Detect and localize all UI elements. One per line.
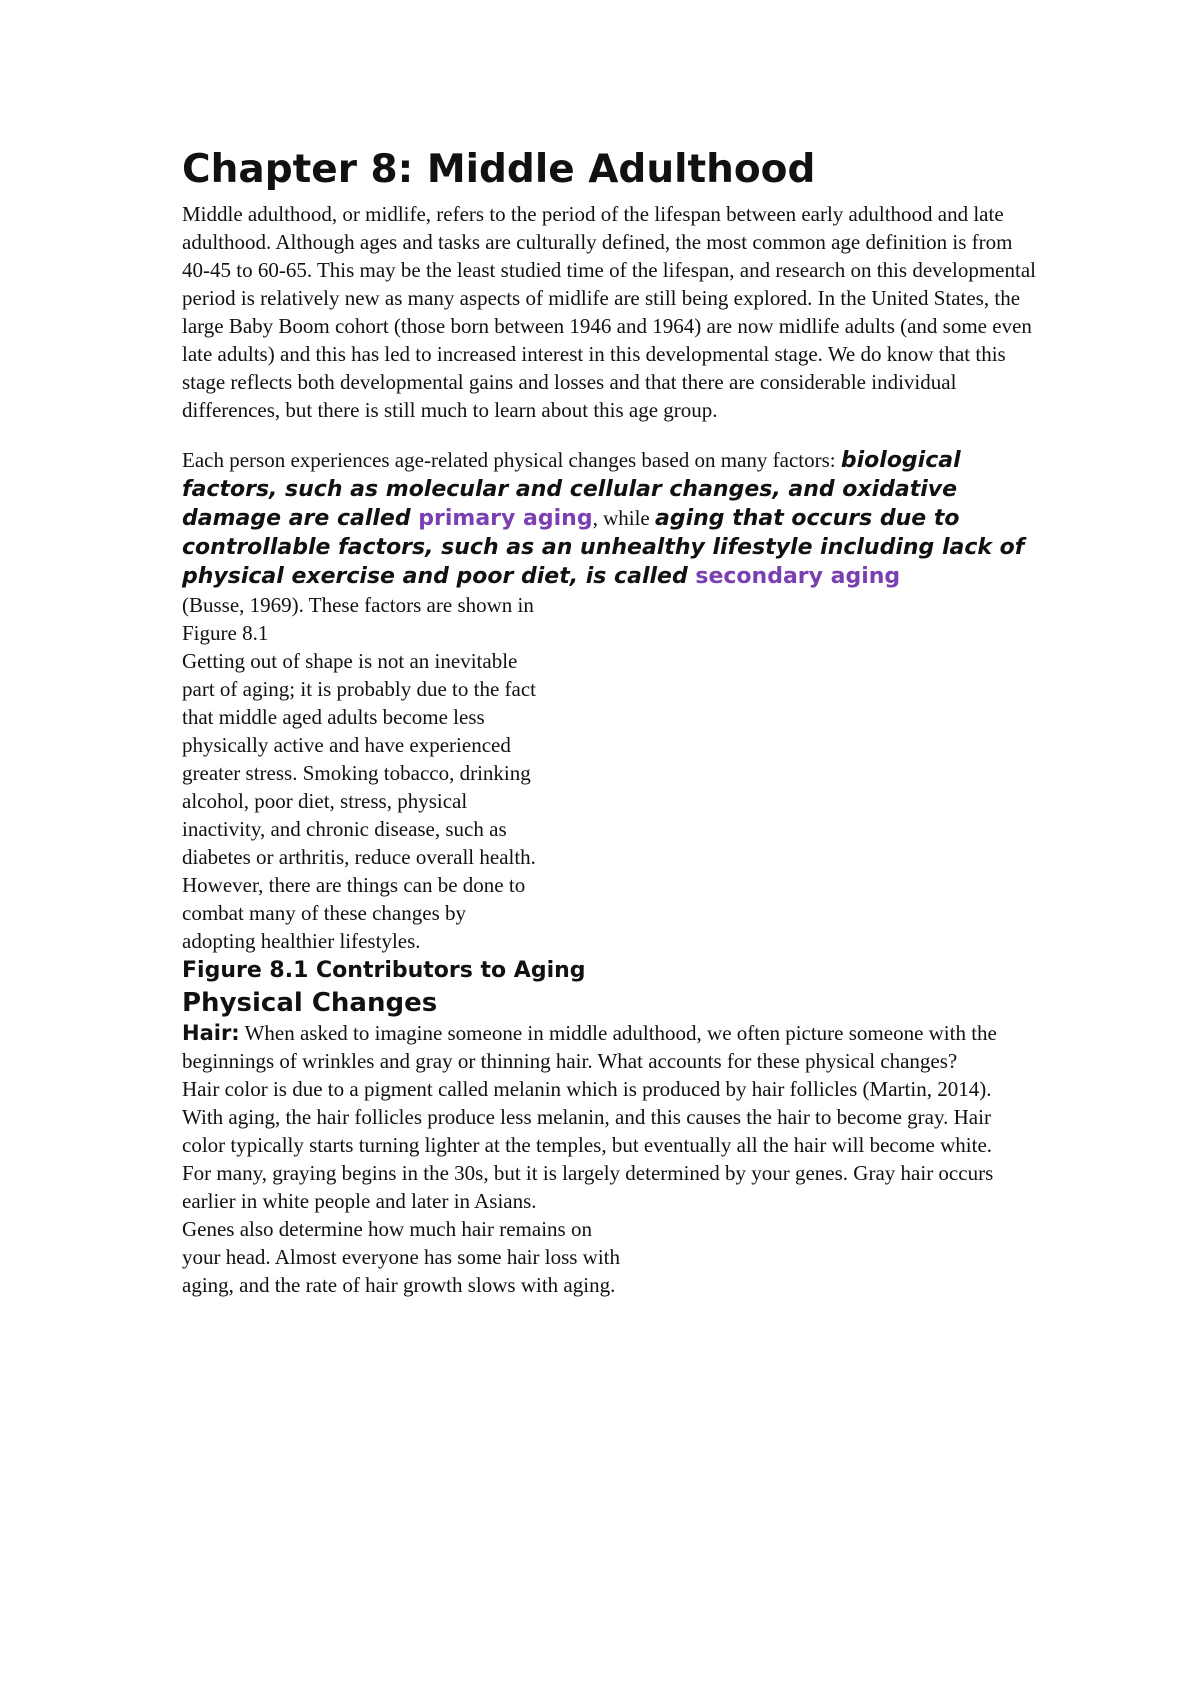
hair-line: For many, graying begins in the 30s, but it is largely determined by your genes. Gray hair occurs — [182, 1161, 994, 1185]
document-page — [182, 140, 1042, 1299]
hair-line: color typically starts turning lighter at the temples, but eventually all the hair will become white. — [182, 1133, 993, 1157]
aging-connector: , while — [592, 506, 655, 530]
hair-line: aging, and the rate of hair growth slows with aging. — [182, 1273, 616, 1297]
aging-paragraph — [182, 446, 1042, 591]
primary-aging-term: primary aging — [418, 506, 593, 531]
primary-aging-definition: biological factors, such as molecular and cellular changes, and oxidative damage are called — [182, 448, 961, 531]
hair-line: Genes also determine how much hair remains on — [182, 1217, 592, 1241]
hair-label: Hair: — [182, 1021, 240, 1045]
citation-text: (Busse, 1969). These factors are shown in Figure 8.1 — [182, 593, 534, 645]
intro-paragraph: Middle adulthood, or midlife, refers to the period of the lifespan between early adulthood and late adulthood. Although ages and tasks are culturally defined, the most common age definition is from 40-45 to 60-65. This may be the least studied time of the lifespan, and research on this developmental period is relatively new as many aspects of midlife are still being explored. In the United States, the large Baby Boom cohort (those born between 1946 and 1964) are now midlife adults (and some even late adults) and this has led to increased interest in this developmental stage. We do know that this stage reflects both developmental gains and losses and that there are considerable individual differences, but there is still much to learn about this age group. — [182, 202, 1036, 422]
hair-intro-text: When asked to imagine someone in middle adulthood, we often picture someone with the beginnings of wrinkles and gray or thinning hair. What accounts for these physical changes? — [182, 1021, 997, 1073]
secondary-aging-definition: aging that occurs due to controllable factors, such as an unhealthy lifestyle including lack of physical exercise and poor diet, is called — [182, 506, 1025, 589]
hair-line: your head. Almost everyone has some hair loss with — [182, 1245, 621, 1269]
shape-paragraph: Getting out of shape is not an inevitable part of aging; it is probably due to the fact that middle aged adults become less physically active and have experienced greater stress. Smoking tobacco, drinking alcohol, poor diet, stress, physical inactivity, and chronic disease, such as diabetes or arthritis, reduce overall health. However, there are things can be done to combat many of these changes by adopting healthier lifestyles. — [182, 649, 536, 953]
figure-caption: Figure 8.1 Contributors to Aging — [182, 958, 586, 983]
hair-line: earlier in white people and later in Asians. — [182, 1189, 537, 1213]
hair-line: With aging, the hair follicles produce less melanin, and this causes the hair to become gray. Hair — [182, 1105, 991, 1129]
hair-intro-paragraph — [182, 1019, 1042, 1075]
section-heading-physical-changes: Physical Changes — [182, 988, 438, 1018]
aging-lead-in: Each person experiences age-related physical changes based on many factors: — [182, 448, 841, 472]
hair-line: Hair color is due to a pigment called melanin which is produced by hair follicles (Martin, 2014). — [182, 1077, 992, 1101]
secondary-aging-term: secondary aging — [695, 564, 901, 589]
chapter-title: Chapter 8: Middle Adulthood — [182, 147, 816, 192]
